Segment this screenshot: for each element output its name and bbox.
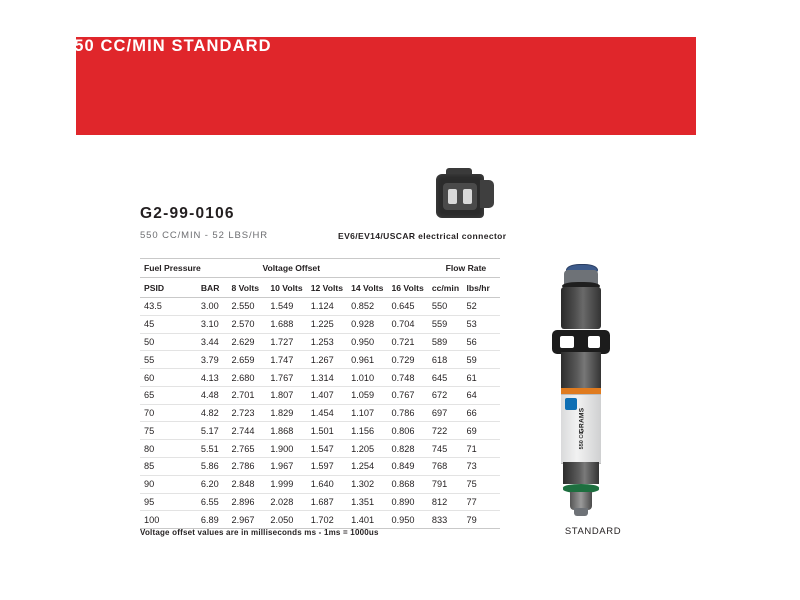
table-row: 65 4.48 2.701 1.807 1.407 1.059 0.767 672 64 bbox=[140, 386, 500, 404]
table-row: 95 6.55 2.896 2.028 1.687 1.351 0.890 812 77 bbox=[140, 493, 500, 511]
column-header-psid: PSID bbox=[140, 278, 201, 298]
table-row: 90 6.20 2.848 1.999 1.640 1.302 0.868 791 75 bbox=[140, 475, 500, 493]
part-number: G2-99-0106 bbox=[140, 205, 235, 222]
connector-pin-left bbox=[448, 189, 457, 204]
spec-table-container bbox=[140, 258, 500, 529]
table-row: 55 3.79 2.659 1.747 1.267 0.961 0.729 618 59 bbox=[140, 351, 500, 369]
table-header-row bbox=[140, 278, 500, 298]
page-title: 550 CC/MIN STANDARD bbox=[64, 37, 272, 55]
table-row: 70 4.82 2.723 1.829 1.454 1.107 0.786 697 66 bbox=[140, 404, 500, 422]
column-header-8-volts: 8 Volts bbox=[231, 278, 270, 298]
table-footnote: Voltage offset values are in milliseconds ms - 1ms = 1000us bbox=[140, 528, 379, 537]
column-header-bar: BAR bbox=[201, 278, 232, 298]
column-header-lbshr: lbs/hr bbox=[467, 278, 501, 298]
column-header-10-volts: 10 Volts bbox=[270, 278, 310, 298]
connector-pin-right bbox=[463, 189, 472, 204]
table-row: 80 5.51 2.765 1.900 1.547 1.205 0.828 745 71 bbox=[140, 440, 500, 458]
injector-lower-body bbox=[563, 462, 599, 484]
injector-nozzle bbox=[574, 508, 588, 516]
column-header-16-volts: 16 Volts bbox=[391, 278, 431, 298]
table-row: 45 3.10 2.570 1.688 1.225 0.928 0.704 559 53 bbox=[140, 315, 500, 333]
table-row: 100 6.89 2.967 2.050 1.702 1.401 0.950 833 79 bbox=[140, 511, 500, 529]
column-header-12-volts: 12 Volts bbox=[311, 278, 351, 298]
group-header-voltage-offset: Voltage Offset bbox=[231, 259, 351, 278]
injector-caption: STANDARD bbox=[564, 526, 622, 537]
group-header-flow-rate: Flow Rate bbox=[432, 259, 500, 278]
table-row: 60 4.13 2.680 1.767 1.314 1.010 0.748 645 61 bbox=[140, 369, 500, 387]
spec-table-body bbox=[140, 298, 500, 529]
table-row: 75 5.17 2.744 1.868 1.501 1.156 0.806 722 69 bbox=[140, 422, 500, 440]
column-header-ccmin: cc/min bbox=[432, 278, 467, 298]
injector-brand-text: GRAMS bbox=[578, 407, 586, 434]
injector-logo-icon bbox=[565, 398, 577, 410]
table-row: 50 3.44 2.629 1.727 1.253 0.950 0.721 589 56 bbox=[140, 333, 500, 351]
injector-spec-text: 550 CC bbox=[579, 430, 585, 450]
connector-caption: EV6/EV14/USCAR electrical connector bbox=[338, 231, 507, 241]
injector-mid-body bbox=[561, 352, 601, 388]
injector-upper-body bbox=[561, 287, 601, 329]
fuel-injector-icon bbox=[548, 258, 620, 520]
column-header-14-volts: 14 Volts bbox=[351, 278, 391, 298]
injector-clip-hole-left bbox=[560, 336, 574, 348]
group-header-fuel-pressure: Fuel Pressure bbox=[140, 259, 201, 278]
injector-clip-hole-right bbox=[588, 336, 600, 348]
table-row: 85 5.86 2.786 1.967 1.597 1.254 0.849 768 73 bbox=[140, 458, 500, 476]
table-group-header-row bbox=[140, 259, 500, 278]
electrical-connector-icon bbox=[430, 168, 496, 226]
connector-side bbox=[480, 180, 494, 208]
connector-face bbox=[443, 183, 477, 210]
table-row: 43.5 3.00 2.550 1.549 1.124 0.852 0.645 550 52 bbox=[140, 298, 500, 316]
part-subtitle: 550 CC/MIN - 52 LBS/HR bbox=[140, 230, 269, 241]
spec-table bbox=[140, 258, 500, 529]
